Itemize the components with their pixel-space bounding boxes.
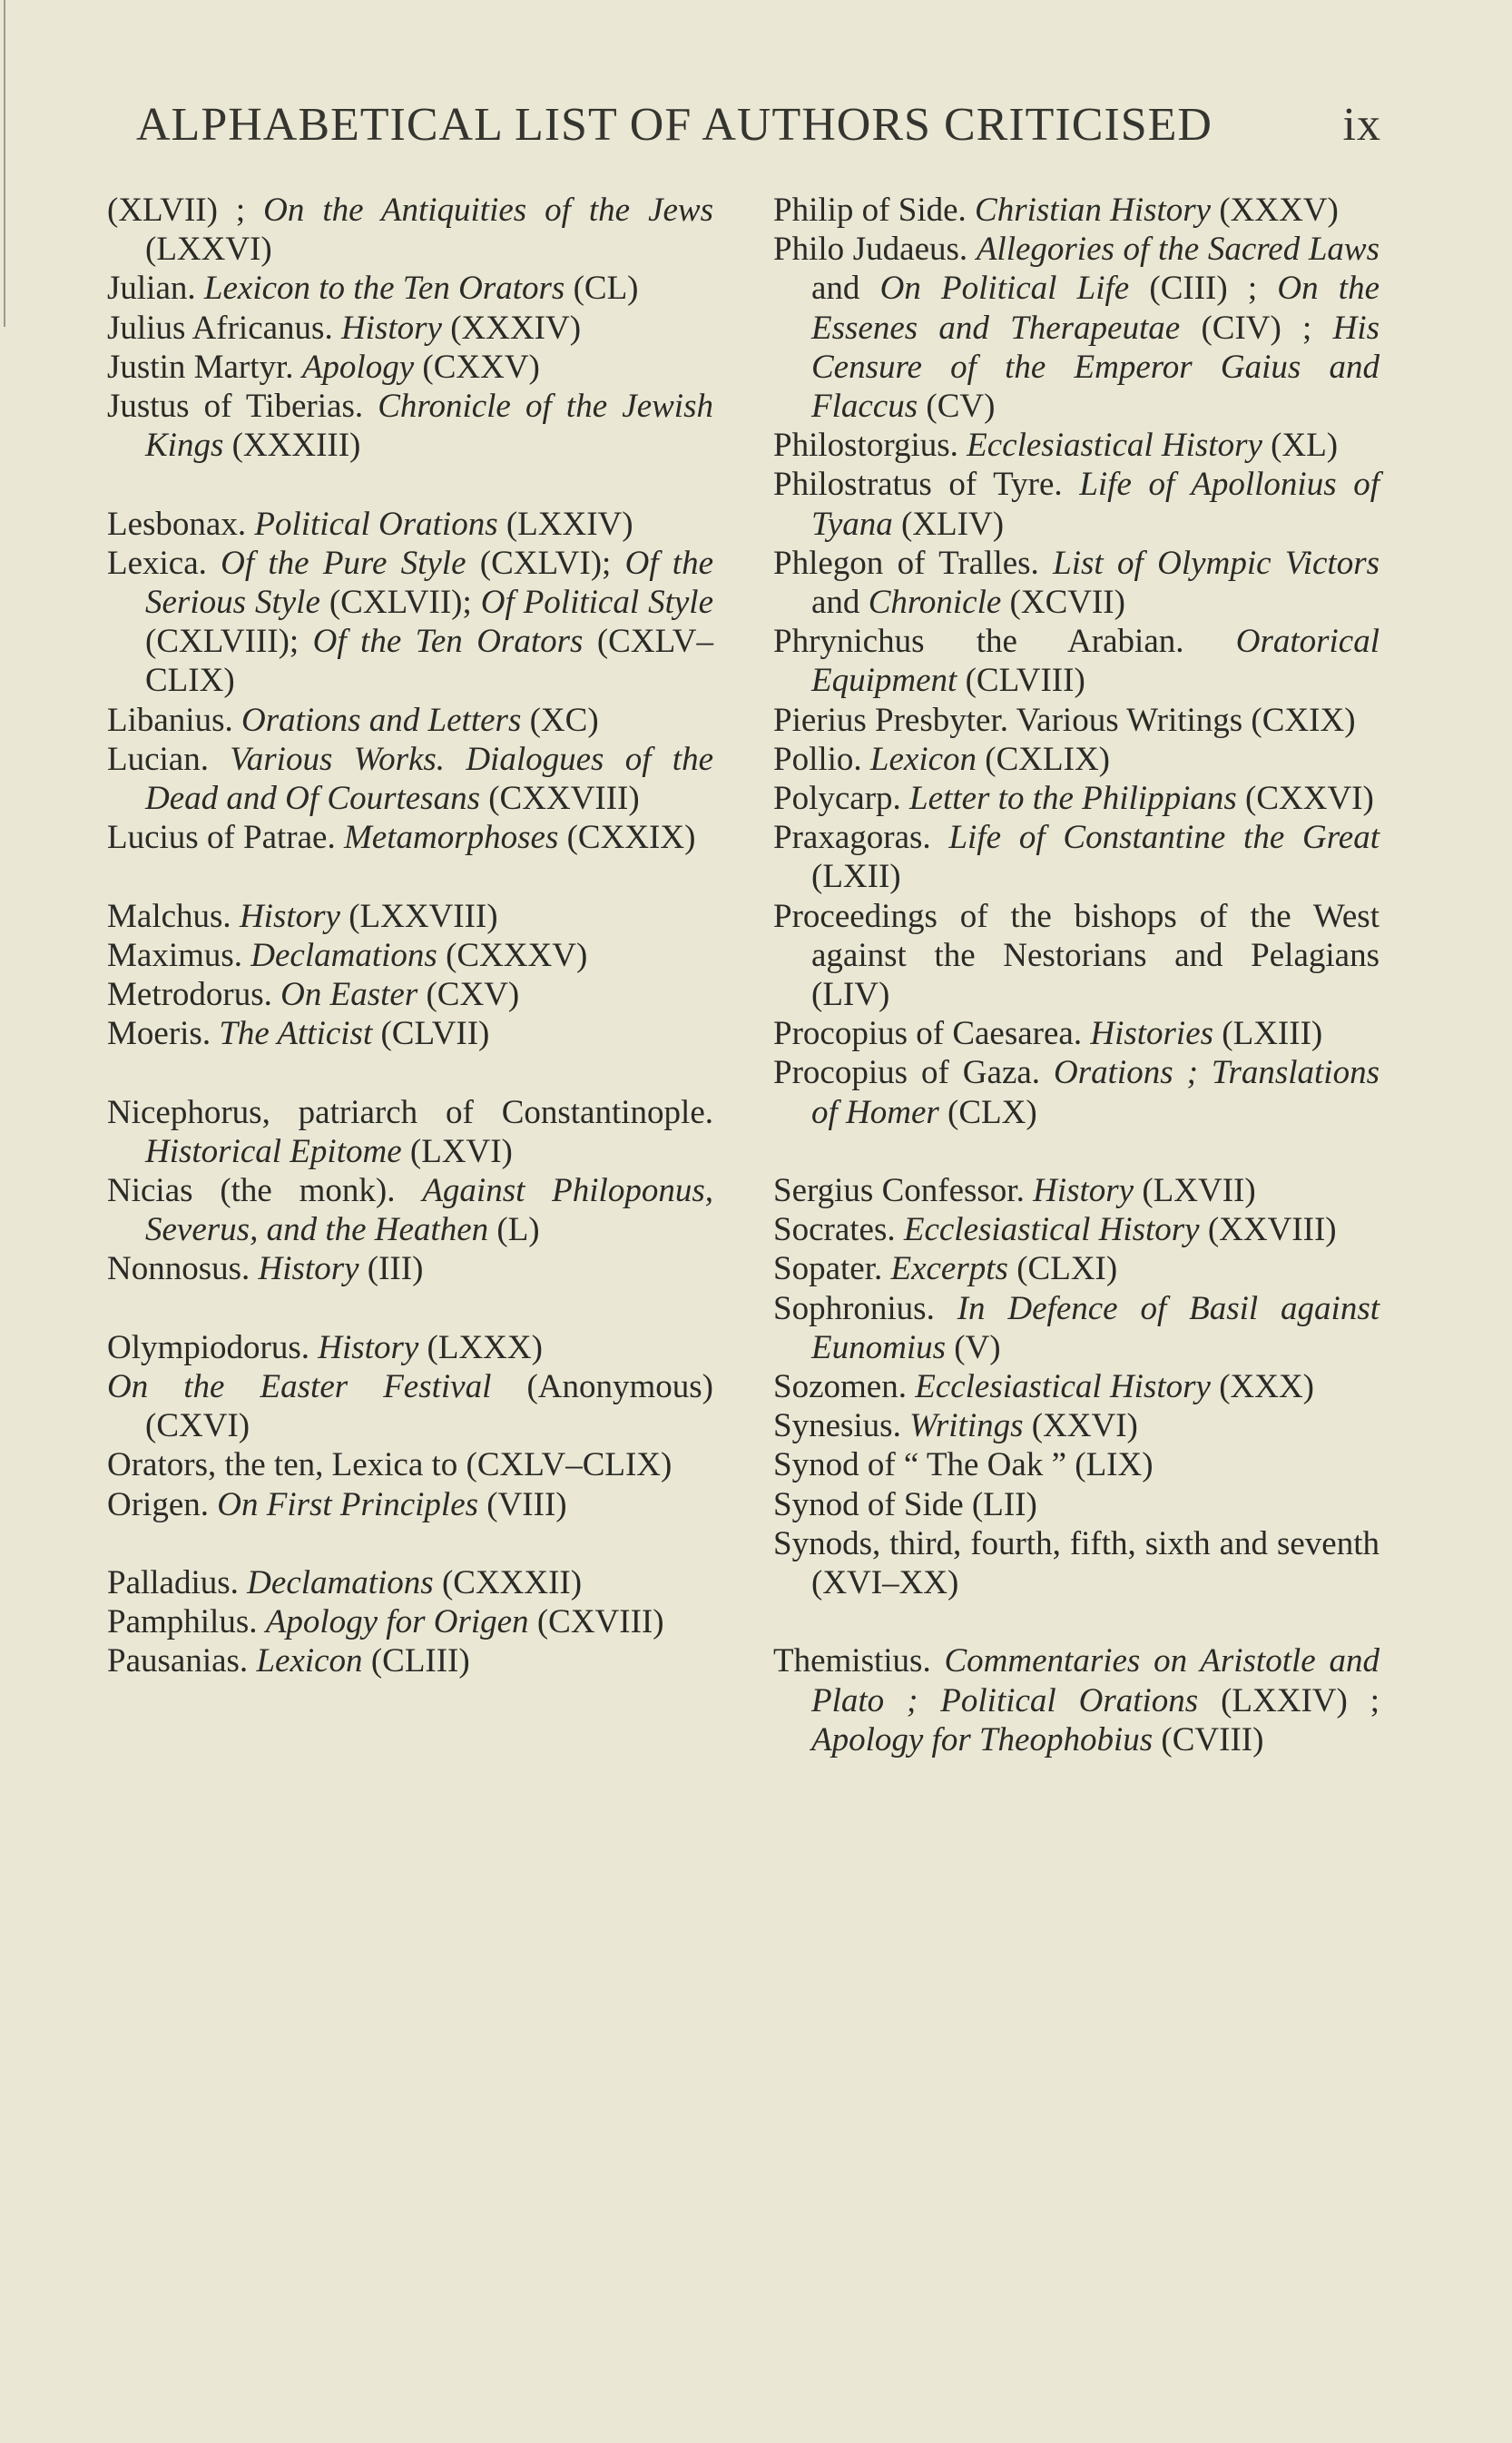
index-entry — [773, 897, 1379, 1015]
entry-text: Moeris. — [107, 1015, 220, 1053]
index-entry — [107, 1014, 713, 1053]
entry-text: (III) — [358, 1250, 424, 1288]
entry-text: (XLIV) — [892, 505, 1005, 543]
entry-text: (CXV) — [417, 976, 520, 1014]
index-entry — [107, 1171, 713, 1249]
index-entry — [773, 465, 1379, 543]
index-entry — [773, 818, 1379, 896]
work-title: Of the Pure Style — [221, 544, 466, 582]
entry-text: Lucius of Patrae. — [107, 819, 344, 857]
index-entry — [773, 1171, 1379, 1210]
entry-text: Philostorgius. — [773, 427, 967, 465]
entry-text: Phrynichus the Arabian. — [773, 623, 1236, 661]
letter-group — [773, 1641, 1379, 1759]
running-header — [136, 98, 1381, 152]
entry-text: (XXXV) — [1211, 192, 1339, 229]
letter-group — [107, 505, 713, 858]
letter-group — [773, 191, 1379, 1132]
entry-text: Olympiodorus. — [107, 1328, 319, 1366]
work-title: Ecclesiastical History — [967, 427, 1262, 465]
entry-text: (LXXX) — [418, 1328, 543, 1366]
work-title: Oratorical Equipment — [811, 623, 1379, 700]
entry-text: (CXXXII) — [433, 1564, 583, 1602]
work-title: History — [340, 309, 442, 347]
entry-text: (V) — [946, 1328, 1001, 1366]
work-title: Orations and Letters — [241, 701, 522, 739]
entry-text: Libanius. — [107, 701, 241, 739]
entry-text: Nicephorus, patriarch of Constantinople. — [107, 1093, 713, 1131]
entry-text: (CXXXV) — [437, 936, 588, 974]
index-entry — [107, 1328, 713, 1367]
index-entry — [107, 269, 713, 308]
entry-text: (CIII) ; — [1129, 270, 1278, 308]
entry-text: Phlegon of Tralles. — [773, 544, 1054, 582]
entry-text: (CXLVII); — [319, 584, 481, 622]
entry-text: (CLVIII) — [957, 662, 1085, 700]
entry-text: (XL) — [1262, 427, 1339, 465]
work-title: Life of Apollonius of Tyana — [811, 466, 1380, 543]
index-entry — [773, 1289, 1379, 1367]
entry-text: (CIV) ; — [1180, 309, 1333, 347]
entry-text: (LXII) — [811, 858, 901, 896]
index-entry — [773, 1445, 1379, 1484]
entry-text: (CXLVI); — [466, 544, 625, 582]
letter-group — [107, 191, 713, 465]
index-entry — [773, 544, 1379, 622]
work-title: Various Works. Dialogues of the Dead and Of Courtesans — [145, 740, 713, 818]
entry-text: (XC) — [521, 701, 599, 739]
entry-text: Procopius of Gaza. — [773, 1054, 1055, 1092]
entry-text: Pollio. — [773, 740, 870, 778]
entry-text: Sozomen. — [773, 1368, 916, 1406]
index-entry — [107, 1563, 713, 1602]
index-entry — [773, 701, 1379, 740]
work-title: Metamorphoses — [343, 819, 559, 857]
work-title: The Atticist — [219, 1015, 373, 1053]
entry-text: (LXXIV) — [497, 505, 633, 543]
letter-group — [107, 1093, 713, 1289]
entry-text: Pausanias. — [107, 1642, 257, 1680]
entry-text: Philostratus of Tyre. — [773, 466, 1080, 504]
work-title: On the Essenes and Therapeutae — [811, 270, 1379, 347]
entry-text: (CL) — [565, 270, 639, 308]
work-title: Lexicon — [869, 740, 977, 778]
index-entry — [107, 309, 713, 348]
entry-text: Synesius. — [773, 1407, 910, 1445]
entry-text: Nicias (the monk). — [107, 1172, 423, 1210]
work-title: Histories — [1090, 1015, 1214, 1053]
entry-text: Philip of Side. — [773, 192, 976, 229]
index-entry — [107, 1093, 713, 1171]
entry-text: Malchus. — [107, 897, 240, 935]
index-entry — [773, 779, 1379, 818]
entry-text: (LXIII) — [1213, 1015, 1323, 1053]
work-title: History — [239, 897, 340, 935]
entry-text: Pierius Presbyter. Various Writings (CXIX) — [773, 701, 1356, 739]
entry-text: Sopater. — [773, 1250, 891, 1288]
index-entry — [773, 1249, 1379, 1288]
entry-text: Lesbonax. — [107, 505, 255, 543]
index-entry — [107, 1445, 713, 1484]
entry-text: Metrodorus. — [107, 976, 281, 1014]
entry-text: Sergius Confessor. — [773, 1172, 1034, 1210]
index-entry — [107, 1367, 713, 1445]
entry-text: (XXXIII) — [223, 427, 361, 465]
work-title: Orations ; Translations of Homer — [811, 1054, 1379, 1131]
work-title: In Defence of Basil against Eunomius — [811, 1289, 1379, 1366]
index-entry — [773, 1641, 1379, 1759]
index-entry — [773, 622, 1379, 700]
entry-text: (CV) — [918, 388, 996, 426]
work-title: Lexicon to the Ten Orators — [203, 270, 565, 308]
entry-text: Praxagoras. — [773, 819, 949, 857]
entry-text: (CXXV) — [414, 348, 540, 386]
entry-text: Maximus. — [107, 936, 251, 974]
index-entry — [107, 897, 713, 936]
index-entry — [773, 1524, 1379, 1602]
index-column-right — [773, 191, 1379, 1798]
work-title: Declamations — [250, 936, 437, 974]
work-title: Ecclesiastical History — [903, 1211, 1200, 1249]
index-entry — [773, 1053, 1379, 1131]
work-title: On the Easter Festival — [107, 1368, 492, 1406]
entry-text: (XXX) — [1210, 1368, 1315, 1406]
entry-text: (XLVII) ; — [107, 192, 264, 229]
index-entry — [773, 1406, 1379, 1445]
work-title: Apology for Theophobius — [811, 1720, 1154, 1758]
work-title: On First Principles — [217, 1485, 479, 1523]
entry-text: (XCVII) — [1001, 584, 1125, 622]
index-entry — [107, 544, 713, 701]
work-title: On the Antiquities of the Jews — [263, 192, 713, 229]
work-title: History — [318, 1328, 419, 1366]
letter-group — [107, 897, 713, 1054]
work-title: His Censure of the Emperor Gaius and Flaccus — [811, 309, 1379, 426]
work-title: Writings — [909, 1407, 1024, 1445]
work-title: Of Political Style — [480, 584, 714, 622]
entry-text: (CXVIII) — [528, 1603, 664, 1641]
index-entry — [773, 1210, 1379, 1249]
entry-text: Socrates. — [773, 1211, 904, 1249]
index-entry — [107, 936, 713, 975]
entry-text: Synods, third, fourth, fifth, sixth and seventh (XVI–XX) — [773, 1524, 1379, 1602]
entry-text: (LXXIV) ; — [1198, 1681, 1379, 1719]
index-entry — [107, 818, 713, 857]
entry-text: (L) — [488, 1211, 540, 1249]
index-entry — [107, 191, 713, 269]
letter-group — [773, 1171, 1379, 1602]
work-title: Allegories of the Sacred Laws — [976, 231, 1380, 269]
index-entry — [773, 740, 1379, 779]
work-title: Life of Constantine the Great — [948, 819, 1379, 857]
work-title: Of the Serious Style — [145, 544, 714, 622]
work-title: Excerpts — [890, 1250, 1008, 1288]
work-title: Political Orations — [254, 505, 498, 543]
index-entry — [773, 1485, 1379, 1524]
work-title: Lexicon — [256, 1642, 363, 1680]
entry-text: Orators, the ten, Lexica to (CXLV–CLIX) — [107, 1446, 673, 1484]
entry-text: Synod of Side (LII) — [773, 1485, 1037, 1523]
index-entry — [107, 975, 713, 1014]
entry-text: (VIII) — [478, 1485, 567, 1523]
work-title: History — [1033, 1172, 1134, 1210]
index-entry — [107, 387, 713, 465]
entry-text: and — [811, 584, 869, 622]
entry-text: (LXXVI) — [145, 231, 272, 269]
page-edge-line — [4, 0, 5, 327]
entry-text: (XXVIII) — [1199, 1211, 1337, 1249]
index-entry — [107, 1602, 713, 1641]
letter-group — [107, 1328, 713, 1524]
index-entry — [107, 701, 713, 740]
entry-text: (LXVII) — [1134, 1172, 1256, 1210]
entry-text: (XXXIV) — [441, 309, 582, 347]
entry-text: (CXLVIII); — [145, 623, 313, 661]
index-entry — [107, 1485, 713, 1524]
entry-text: Synod of “ The Oak ” (LIX) — [773, 1446, 1154, 1484]
running-title: ALPHABETICAL LIST OF AUTHORS CRITICISED — [136, 99, 1213, 151]
entry-text: Polycarp. — [773, 780, 910, 818]
index-entry — [107, 348, 713, 387]
entry-text: (LXXVIII) — [339, 897, 498, 935]
work-title: Apology for Origen — [265, 1603, 529, 1641]
entry-text: (CLIII) — [362, 1642, 470, 1680]
page-number: ix — [1342, 99, 1381, 151]
entry-text: (CLXI) — [1007, 1250, 1118, 1288]
entry-text: (CXLV–CLIX) — [145, 623, 713, 700]
work-title: Of the Ten Orators — [312, 623, 584, 661]
entry-text: Philo Judaeus. — [773, 231, 977, 269]
entry-text: (Anonymous) (CXVI) — [145, 1368, 713, 1445]
entry-text: (LXVI) — [401, 1132, 513, 1170]
entry-text: Origen. — [107, 1485, 218, 1523]
work-title: Chronicle of the Jewish Kings — [145, 388, 713, 465]
entry-text: Pamphilus. — [107, 1603, 266, 1641]
index-entry — [107, 505, 713, 544]
work-title: On Political Life — [879, 270, 1130, 308]
work-title: Historical Epitome — [145, 1132, 402, 1170]
entry-text: (CXXIX) — [558, 819, 696, 857]
entry-text: Justus of Tiberias. — [107, 388, 378, 426]
entry-text: Themistius. — [773, 1642, 945, 1680]
work-title: Commentaries on Aristotle and Plato ; Political Orations — [811, 1642, 1379, 1719]
entry-text: Nonnosus. — [107, 1250, 259, 1288]
entry-text: Lexica. — [107, 544, 221, 582]
entry-text: Lucian. — [107, 740, 231, 778]
index-entry — [773, 1014, 1379, 1053]
work-title: List of Olympic Victors — [1053, 544, 1379, 582]
entry-text: (CXLIX) — [977, 740, 1110, 778]
entry-text: (CXXVIII) — [479, 780, 640, 818]
index-entry — [107, 1249, 713, 1288]
index-entry — [107, 1641, 713, 1680]
entry-text: Sophronius. — [773, 1289, 957, 1327]
work-title: History — [258, 1250, 359, 1288]
work-title: Declamations — [247, 1564, 434, 1602]
entry-text: Proceedings of the bishops of the West against the Nestorians and Pelagians (LIV) — [773, 897, 1379, 1014]
entry-text: (CXXVI) — [1236, 780, 1374, 818]
index-column-left — [107, 191, 713, 1720]
letter-group — [107, 1563, 713, 1681]
index-entry — [773, 1367, 1379, 1406]
work-title: Apology — [301, 348, 415, 386]
entry-text: Julius Africanus. — [107, 309, 341, 347]
index-entry — [773, 426, 1379, 465]
entry-text: (CLVII) — [372, 1015, 490, 1053]
work-title: Ecclesiastical History — [915, 1368, 1211, 1406]
index-entry — [107, 740, 713, 818]
entry-text: Julian. — [107, 270, 204, 308]
work-title: On Easter — [280, 976, 418, 1014]
entry-text: (XXVI) — [1023, 1407, 1138, 1445]
entry-text: Procopius of Caesarea. — [773, 1015, 1091, 1053]
index-entry — [773, 191, 1379, 230]
work-title: Christian History — [975, 192, 1212, 229]
work-title: Against Philoponus, Severus, and the Heathen — [145, 1172, 713, 1249]
entry-text: (CVIII) — [1153, 1720, 1264, 1758]
work-title: Chronicle — [868, 584, 1002, 622]
index-entry — [773, 230, 1379, 426]
entry-text: Palladius. — [107, 1564, 248, 1602]
entry-text: and — [811, 270, 880, 308]
entry-text: (CLX) — [938, 1093, 1037, 1131]
entry-text: Justin Martyr. — [107, 348, 302, 386]
work-title: Letter to the Philippians — [909, 780, 1237, 818]
